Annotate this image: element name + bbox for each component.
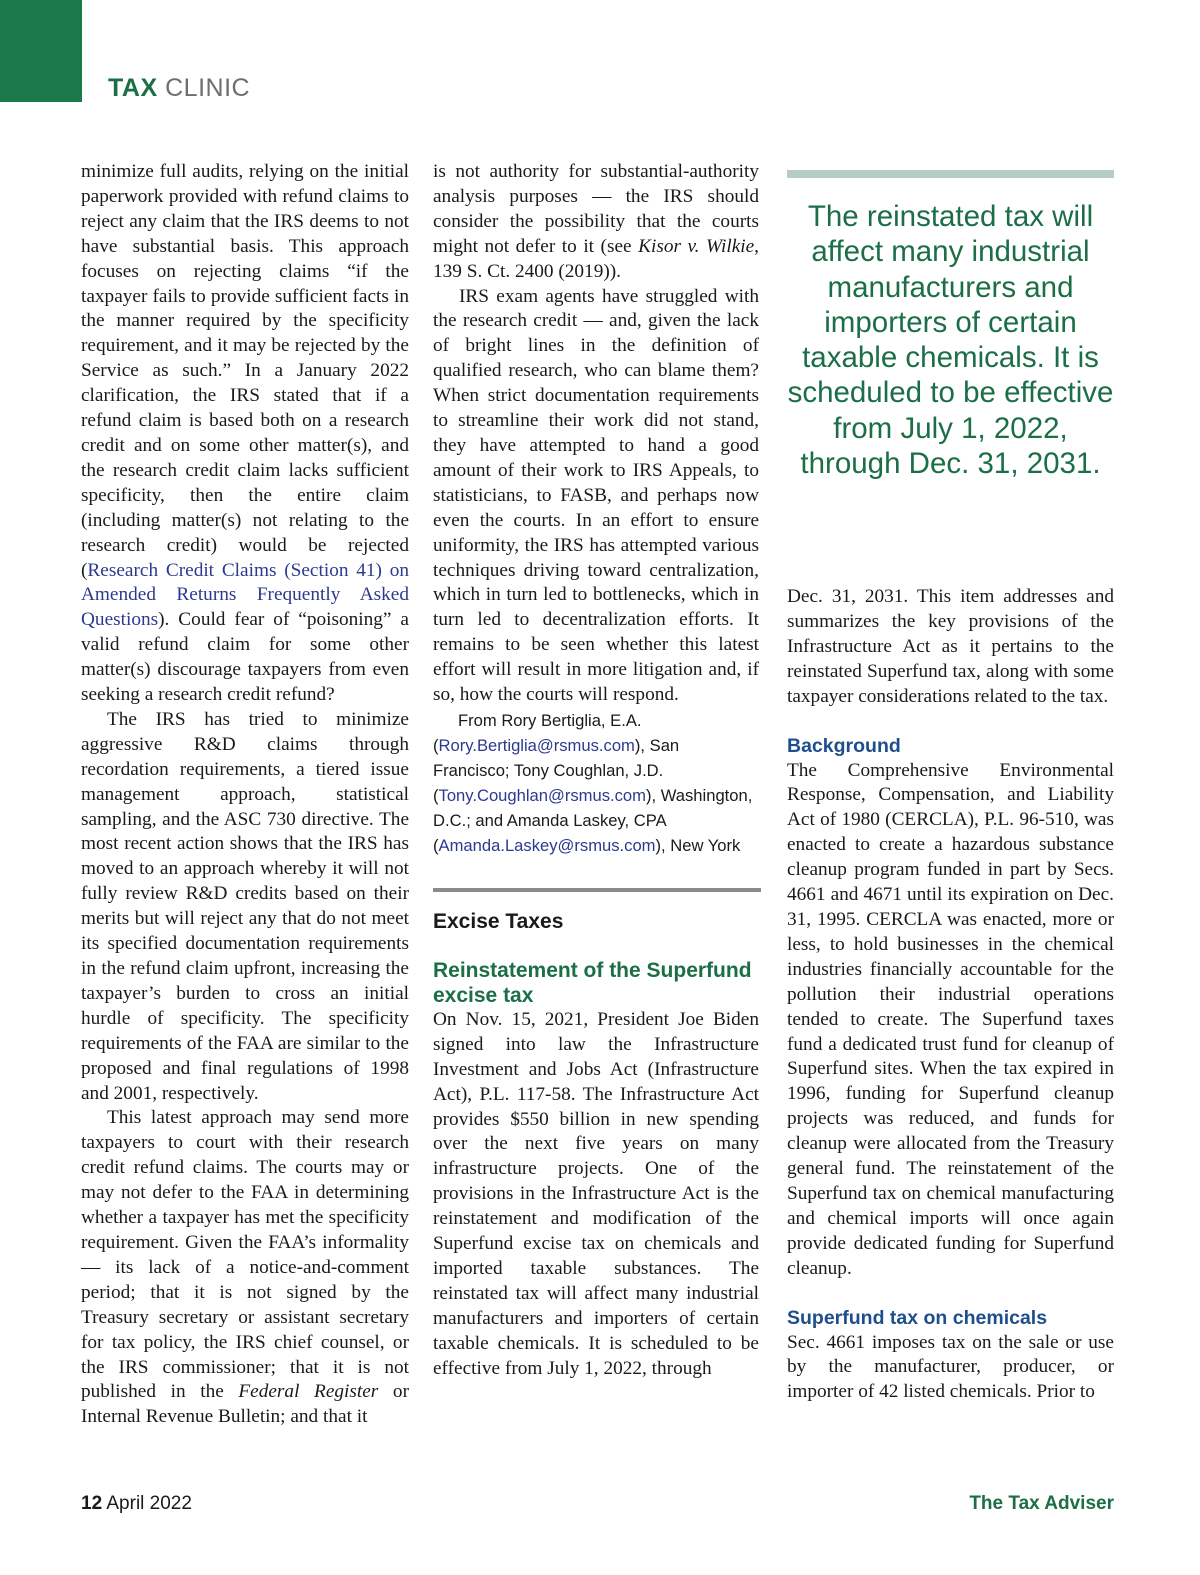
email-link-amanda[interactable]: Amanda.Laskey@rsmus.com [438,835,656,855]
research-credit-faq-link[interactable]: Research Credit Claims (Section 41) on Amended Returns Frequently Asked Questions [81,559,409,631]
col1-p1-text-b: ). Could fear of “poisoning” a valid refund claim for some other matter(s) discourage taxpayers from even seeking a research credit refund? [81,609,409,706]
page-number: 12 [81,1493,103,1514]
department-title: Excise Taxes [433,909,564,933]
col2-paragraph-2: IRS exam agents have struggled with the research credit — and, given the lack of bright lines in the definition of qualified research, who can blame them? When strict documentation requirements to streamline their work did not stand, they have attempted to hand a good amount of their work to IRS Appeals, to statisticians, to FASB, and perhaps now even the courts. In an effort to ensure uniformity, the IRS has attempted various techniques driving toward centralization, which in turn led to bottlenecks, which in turn led to decentralization efforts. It remains to be seen whether this latest effort will result in more litigation and, if so, how the courts will respond. [433,285,759,706]
author-line-1: From Rory Bertiglia, E.A. [458,710,642,730]
case-citation-italic: Kisor v. Wilkie [638,235,755,257]
col1-p1-text-a: minimize full audits, relying on the initial paperwork provided with refund claims to reject any claim that the IRS deems to not have substantial basis. This approach focuses on rejecting claims “if the taxpayer fails to provide sufficient facts in the manner required by the specificity requirement, and it may be rejected by the Service as such.” In a January 2022 clarification, the IRS stated that if a refund claim is based both on a research credit and on some other matter(s), and the research credit claim lacks sufficient specificity, then the entire claim (including matter(s) not relating to the research credit) would be rejected ( [81,161,409,581]
background-subhead: Background [787,734,901,757]
pull-quote: The reinstated tax will affect many industrial manufacturers and importers of certain taxable chemicals. It is scheduled to be effective from July 1, 2022, through Dec. 31, 2031. [787,200,1114,481]
col2-p1-text-b: , 139 S. Ct. 2400 (2019)). [433,235,759,282]
section-divider [433,888,761,892]
email-link-rory[interactable]: Rory.Bertiglia@rsmus.com [438,735,635,755]
column-3 [787,585,1114,1405]
col1-p3-text-a: This latest approach may send more taxpayers to court with their research credit refund claims. The courts may or may not defer to the FAA in determining whether a taxpayer has met the specificity requirement. Given the FAA’s informality — its lack of a notice-and-comment period; that it is not signed by the Treasury secretary or assistant secretary for tax policy, the IRS chief counsel, or the IRS commissioner; that it is not published in the [81,1107,409,1403]
author-text-2: ), San Francisco; Tony Coughlan, J.D. ( [433,735,680,805]
pull-quote-rule [787,170,1114,178]
col3-paragraph-2: The Comprehensive Environmental Response, Compensation, and Liability Act of 1980 (CERCLA), P.L. 96-510, was enacted to create a hazardous substance cleanup program funded in part by Secs. 4661 and 4671 until its expiration on Dec. 31, 1995. CERCLA was enacted, more or less, to hold businesses in the chemical industries financially accountable for the pollution their industrial operations tended to create. The Superfund taxes fund a dedicated trust fund for cleanup of Superfund sites. When the tax expired in 1996, funding for Superfund cleanup projects was reduced, and funds for cleanup were allocated from the Treasury general fund. The reinstatement of the Superfund tax on chemical manufacturing and chemical imports will once again provide dedicated funding for Superfund cleanup. [787,759,1114,1279]
column-1 [81,160,409,1430]
section-label-light: CLINIC [165,74,251,102]
author-open-paren: ( [433,735,439,755]
col1-paragraph-1 [81,160,409,708]
author-text-4: ), New York [655,835,741,855]
col2-p1-text-a: is not authority for substantial-authority analysis purposes — the IRS should consider the possibility that the courts might not defer to it (see [433,161,759,257]
issue-date: April 2022 [106,1493,192,1514]
section-color-tab [0,0,82,102]
email-link-tony[interactable]: Tony.Coughlan@rsmus.com [438,785,646,805]
section-label-bold: TAX [108,74,158,102]
publication-name: The Tax Adviser [969,1493,1114,1514]
col1-paragraph-3 [81,1106,409,1430]
page-footer-left [81,1493,192,1515]
author-text-3: ), Washington, D.C.; and Amanda Laskey, CPA ( [433,785,753,855]
section-label [108,74,250,103]
column-2 [433,160,759,1382]
col1-paragraph-2: The IRS has tried to minimize aggressive R&D claims through recordation requirements, a tiered issue management approach, statistical sampling, and the ASC 730 directive. The most recent action shows that the IRS has moved to an approach whereby it will not fully review R&D credits based on their merits but will reject any that do not meet its specified documentation requirements in the refund claim upfront, increasing the taxpayer’s burden to cross an initial hurdle of specificity. The specificity requirements of the FAA are similar to the proposed and final regulations of 1998 and 2001, respectively. [81,708,409,1104]
author-credit [433,708,759,858]
col2-paragraph-3: On Nov. 15, 2021, President Joe Biden signed into law the Infrastructure Investment and Jobs Act (Infrastructure Act), P.L. 117-58. The Infrastructure Act provides $550 billion in new spending over the next five years on many infrastructure projects. One of the provisions in the Infrastructure Act is the reinstatement and modification of the Superfund excise tax on chemicals and imported taxable substances. The reinstated tax will affect many industrial manufacturers and importers of certain taxable chemicals. It is scheduled to be effective from July 1, 2022, through [433,1008,759,1379]
col2-paragraph-1 [433,160,759,285]
col1-p3-text-b: or Internal Revenue Bulletin; and that it [81,1381,409,1428]
federal-register-italic: Federal Register [238,1381,379,1403]
article-subhead: Reinstatement of the Superfund excise tax [433,958,752,1007]
superfund-tax-subhead: Superfund tax on chemicals [787,1306,1048,1329]
col3-paragraph-3: Sec. 4661 imposes tax on the sale or use by the manufacturer, producer, or importer of 42 listed chemicals. Prior to [787,1331,1114,1403]
col3-paragraph-1: Dec. 31, 2031. This item addresses and summarizes the key provisions of the Infrastructure Act as it pertains to the reinstated Superfund tax, along with some taxpayer considerations related to the tax. [787,586,1114,707]
